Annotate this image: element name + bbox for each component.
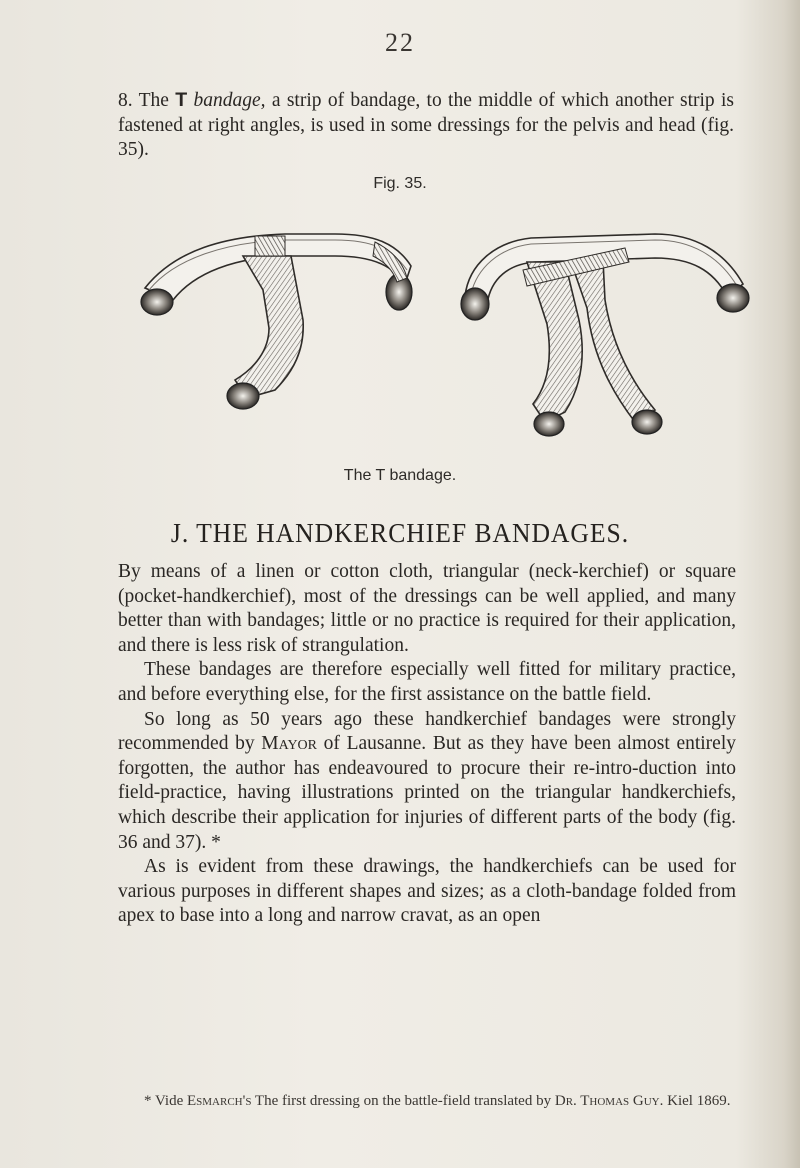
page-number: 22: [385, 28, 415, 57]
footnote-end: Kiel 1869.: [663, 1093, 731, 1109]
right-t-bandage: [461, 234, 749, 436]
left-t-bandage: [141, 234, 412, 409]
item-8-text: a strip of bandage, to the middle of which another strip is fastened at right angles, is used in some dressings for the pelvis and head (fig. 35).: [118, 90, 735, 160]
author-name-mayor: Mayor: [261, 733, 318, 755]
figure-caption: The T bandage.: [343, 467, 457, 484]
item-8-paragraph: [118, 88, 734, 163]
paragraph-3: [118, 708, 736, 856]
section-heading: J. THE HANDKERCHIEF BANDAGES.: [170, 518, 630, 548]
item-8-term: bandage,: [187, 90, 266, 111]
footnote-middle: The first dressing on the battle-field translated by: [251, 1093, 555, 1109]
t-bandage-illustration: [135, 200, 755, 460]
paragraph-3-end: of Lausanne. But as they have been almost entirely forgotten, the author has endeavoured to procure their re-intro-duction into field-practice, having illustrations printed on the triangular handkerchiefs, which describe their application for injuries of different parts of the body (fig. 36 and 37). *: [118, 733, 736, 853]
item-8-lead: 8. The: [118, 90, 176, 111]
footnote-start: * Vide: [144, 1093, 187, 1109]
t-bandage-drawing: [135, 200, 755, 460]
paragraph-2: These bandages are therefore especially well fitted for military practice, and before everything else, for the first assistance on the battle field.: [118, 659, 736, 705]
paragraph-1: By means of a linen or cotton cloth, triangular (neck-kerchief) or square (pocket-handkerchief), most of the dressings can be well applied, and many better than with bandages; little or no practice is required for their application, and there is less risk of strangulation.: [118, 561, 736, 656]
paragraph-3-start: So long as 50 years ago these handkerchief bandages were strongly recommended by: [118, 708, 736, 755]
figure-label: Fig. 35.: [373, 175, 427, 192]
section-body: [118, 560, 736, 929]
footnote: [118, 1091, 736, 1111]
footnote-author: Esmarch's: [187, 1093, 252, 1109]
t-glyph: T: [175, 89, 188, 111]
footnote-translator: Dr. Thomas Guy.: [554, 1093, 664, 1109]
paragraph-4: As is evident from these drawings, the handkerchiefs can be used for various purposes in different shapes and sizes; as a cloth-bandage folded from apex to base into a long and narrow cravat, as an open: [118, 856, 736, 927]
